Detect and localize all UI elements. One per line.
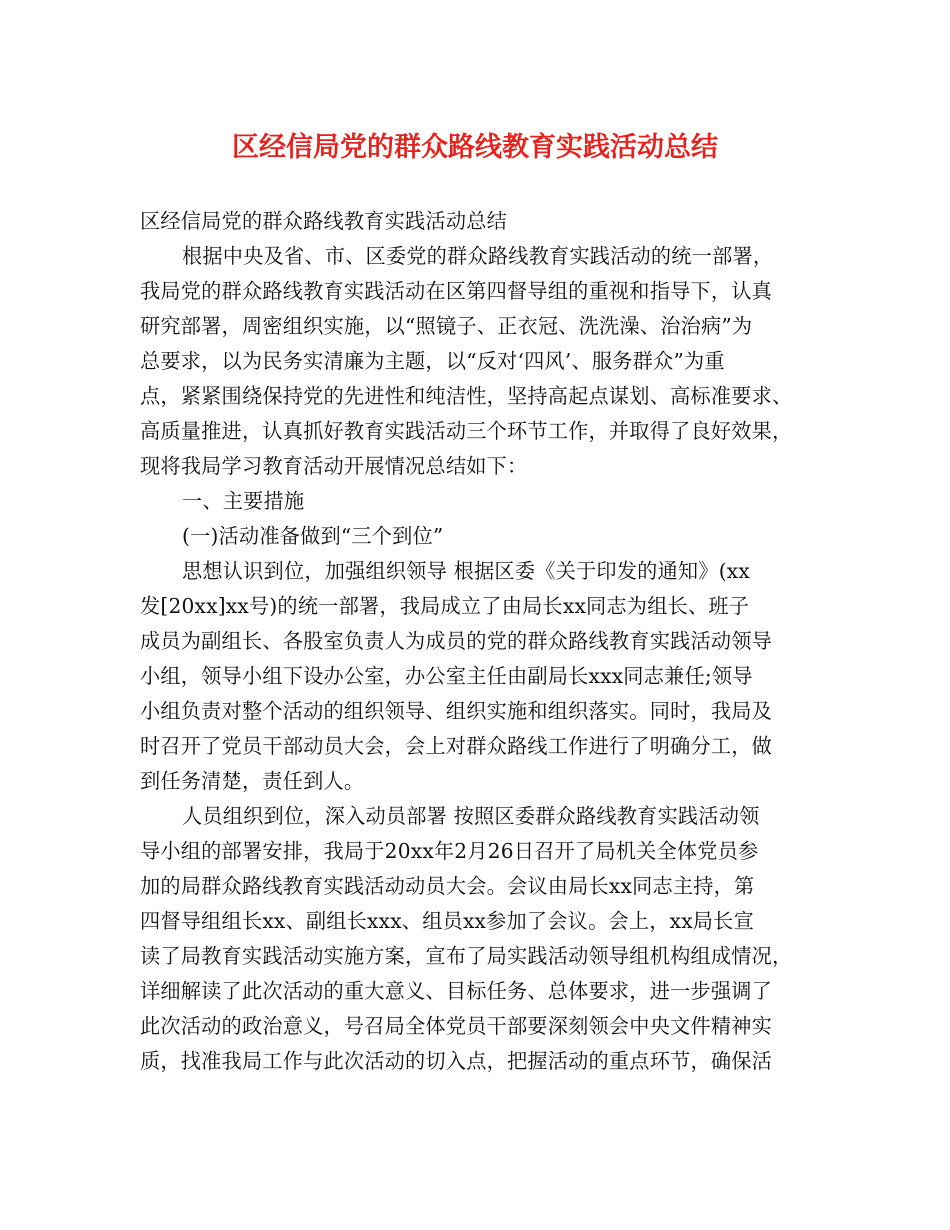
body-line: 时召开了党员干部动员大会，会上对群众路线工作进行了明确分工，做 — [140, 734, 773, 758]
body-line: 人员组织到位，深入动员部署 按照区委群众路线教育实践活动领 — [182, 804, 760, 828]
body-line: 详细解读了此次活动的重大意义、目标任务、总体要求，进一步强调了 — [140, 979, 773, 1003]
section-heading: 一、主要措施 — [182, 489, 305, 513]
body-line: 现将我局学习教育活动开展情况总结如下： — [140, 454, 528, 478]
body-line: 点，紧紧围绕保持党的先进性和纯洁性，坚持高起点谋划、高标准要求、 — [140, 384, 793, 408]
subsection-heading: (一)活动准备做到“三个到位” — [182, 524, 444, 548]
body-line: 到任务清楚，责任到人。 — [140, 769, 365, 793]
body-line: 小组负责对整个活动的组织领导、组织实施和组织落实。同时，我局及 — [140, 699, 773, 723]
body-line: 高质量推进，认真抓好教育实践活动三个环节工作，并取得了良好效果， — [140, 419, 793, 443]
body-line: 质，找准我局工作与此次活动的切入点，把握活动的重点环节，确保活 — [140, 1049, 773, 1073]
body-line: 此次活动的政治意义，号召局全体党员干部要深刻领会中央文件精神实 — [140, 1014, 773, 1038]
body-line: 读了局教育实践活动实施方案，宣布了局实践活动领导组机构组成情况， — [140, 944, 793, 968]
body-line: 根据中央及省、市、区委党的群众路线教育实践活动的统一部署， — [182, 244, 774, 268]
body-line: 导小组的部署安排，我局于20xx年2月26日召开了局机关全体党员参 — [140, 839, 759, 863]
document-title: 区经信局党的群众路线教育实践活动总结 — [232, 132, 718, 163]
body-line: 小组，领导小组下设办公室，办公室主任由副局长xxx同志兼任;领导 — [140, 664, 753, 688]
body-line: 加的局群众路线教育实践活动动员大会。会议由局长xx同志主持，第 — [140, 874, 755, 898]
body-line: 总要求，以为民务实清廉为主题，以“反对‘四风’、服务群众”为重 — [140, 349, 725, 373]
body-line: 研究部署，周密组织实施，以“照镜子、正衣冠、洗洗澡、治治病”为 — [140, 314, 753, 338]
body-line: 成员为副组长、各股室负责人为成员的党的群众路线教育实践活动领导 — [140, 629, 773, 653]
body-line: 思想认识到位，加强组织领导 根据区委《关于印发的通知》(xx — [182, 559, 750, 583]
body-line-subtitle: 区经信局党的群众路线教育实践活动总结 — [140, 209, 507, 233]
body-line: 我局党的群众路线教育实践活动在区第四督导组的重视和指导下，认真 — [140, 279, 773, 303]
document-body — [140, 204, 812, 1079]
body-line: 四督导组组长xx、副组长xxx、组员xx参加了会议。会上，xx局长宣 — [140, 909, 754, 933]
body-line: 发[20xx]xx号)的统一部署，我局成立了由局长xx同志为组长、班子 — [140, 594, 750, 618]
